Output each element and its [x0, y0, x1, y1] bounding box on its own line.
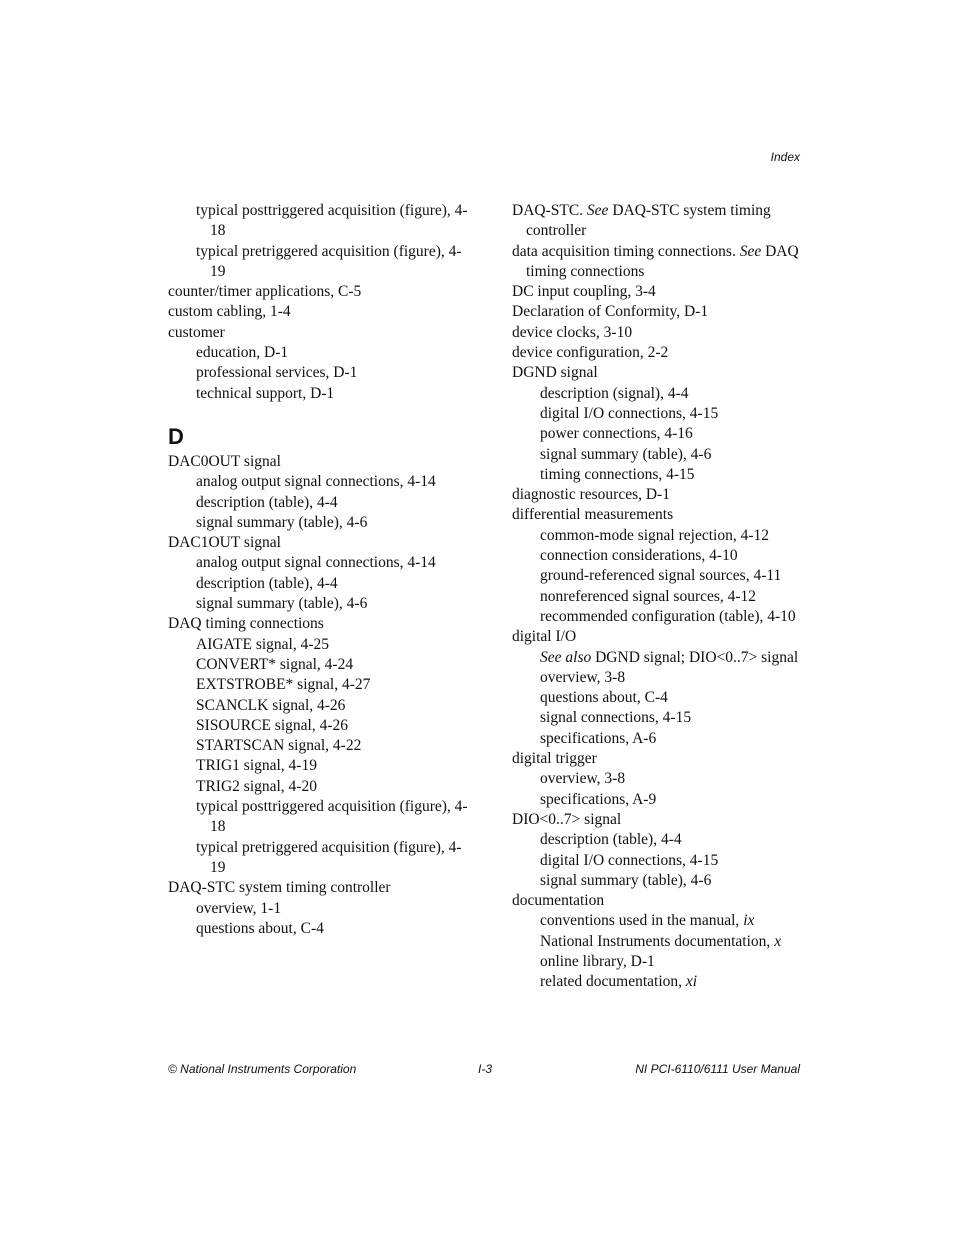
- index-subentry: online library, D-1: [540, 952, 655, 970]
- index-entry: digital trigger: [512, 750, 597, 768]
- index-subentry: power connections, 4-16: [540, 425, 693, 443]
- index-entry: DGND signal: [512, 364, 598, 382]
- index-subentry: specifications, A-6: [540, 729, 657, 747]
- page-number: I-3: [478, 1062, 493, 1076]
- entry-text: DAQ-STC system timing controller: [526, 202, 771, 240]
- index-subentry: signal summary (table), 4-6: [196, 513, 368, 531]
- index-subentry: typical pretriggered acquisition (figure), 4-19: [196, 242, 462, 280]
- running-header: Index: [770, 150, 800, 164]
- index-subentry: EXTSTROBE* signal, 4-27: [196, 676, 371, 694]
- index-entry: custom cabling, 1-4: [168, 303, 291, 321]
- index-subentry: analog output signal connections, 4-14: [196, 554, 436, 572]
- index-entry: DIO<0..7> signal: [512, 810, 622, 828]
- index-entry: customer: [168, 323, 225, 341]
- index-subentry: SISOURCE signal, 4-26: [196, 716, 348, 734]
- index-entry: Declaration of Conformity, D-1: [512, 303, 709, 321]
- index-subentry: common-mode signal rejection, 4-12: [540, 526, 769, 544]
- index-subentry: [512, 911, 812, 931]
- index-subentry: signal summary (table), 4-6: [196, 595, 368, 613]
- index-subentry: analog output signal connections, 4-14: [196, 473, 436, 491]
- footer-copyright: © National Instruments Corporation: [168, 1062, 357, 1076]
- index-subentry: [512, 932, 812, 952]
- index-subentry: typical posttriggered acquisition (figure), 4-18: [196, 202, 468, 240]
- index-subentry: description (signal), 4-4: [540, 384, 689, 402]
- index-entry: diagnostic resources, D-1: [512, 486, 670, 504]
- index-entry: [512, 201, 812, 242]
- index-subentry: signal summary (table), 4-6: [540, 871, 712, 889]
- index-subentry: STARTSCAN signal, 4-22: [196, 737, 362, 755]
- index-subentry: questions about, C-4: [540, 689, 668, 707]
- index-entry: counter/timer applications, C-5: [168, 283, 362, 301]
- entry-emphasis: xi: [685, 973, 698, 991]
- index-entry: device configuration, 2-2: [512, 344, 669, 362]
- entry-text: DGND signal; DIO<0..7> signal: [591, 648, 799, 666]
- index-letter-heading: D: [168, 423, 185, 449]
- index-entry: DAC0OUT signal: [168, 452, 281, 470]
- entry-text: DAQ timing connections: [526, 242, 799, 280]
- index-subentry: digital I/O connections, 4-15: [540, 851, 719, 869]
- index-entry: DAQ timing connections: [168, 615, 324, 633]
- index-entry: differential measurements: [512, 506, 674, 524]
- index-subentry: TRIG1 signal, 4-19: [196, 757, 317, 775]
- index-subentry: overview, 3-8: [540, 770, 626, 788]
- index-subentry: TRIG2 signal, 4-20: [196, 777, 317, 795]
- index-subentry: description (table), 4-4: [196, 574, 338, 592]
- entry-text: related documentation,: [540, 973, 686, 991]
- index-subentry: specifications, A-9: [540, 790, 657, 808]
- index-entry: DC input coupling, 3-4: [512, 283, 656, 301]
- entry-emphasis: See: [739, 242, 762, 260]
- index-subentry: typical pretriggered acquisition (figure), 4-19: [196, 838, 462, 876]
- entry-text: National Instruments documentation,: [540, 932, 775, 950]
- index-subentry: professional services, D-1: [196, 364, 358, 382]
- index-subentry: description (table), 4-4: [540, 831, 682, 849]
- index-column-left: [168, 201, 468, 939]
- manual-title: NI PCI-6110/6111 User Manual: [635, 1062, 800, 1076]
- index-entry: documentation: [512, 892, 605, 910]
- index-subentry: signal summary (table), 4-6: [540, 445, 712, 463]
- index-subentry: ground-referenced signal sources, 4-11: [540, 567, 782, 585]
- index-subentry: [512, 648, 812, 668]
- index-entry: digital I/O: [512, 628, 577, 646]
- index-entry: [512, 242, 812, 283]
- index-subentry: [512, 972, 812, 992]
- entry-emphasis: ix: [743, 912, 755, 930]
- entry-text: conventions used in the manual,: [540, 912, 744, 930]
- index-entry: DAQ-STC system timing controller: [168, 879, 391, 897]
- index-subentry: typical posttriggered acquisition (figure), 4-18: [196, 798, 468, 836]
- entry-text: DAQ-STC.: [512, 202, 587, 219]
- index-subentry: overview, 3-8: [540, 668, 626, 686]
- entry-emphasis: See: [586, 202, 609, 219]
- index-subentry: overview, 1-1: [196, 899, 282, 917]
- index-subentry: AIGATE signal, 4-25: [196, 635, 330, 653]
- index-subentry: connection considerations, 4-10: [540, 547, 738, 565]
- index-subentry: CONVERT* signal, 4-24: [196, 655, 354, 673]
- index-entry: device clocks, 3-10: [512, 323, 633, 341]
- index-subentry: education, D-1: [196, 344, 289, 362]
- index-subentry: SCANCLK signal, 4-26: [196, 696, 346, 714]
- index-subentry: timing connections, 4-15: [540, 465, 695, 483]
- index-column-right: [512, 201, 812, 993]
- entry-emphasis: x: [774, 932, 782, 950]
- index-entry: DAC1OUT signal: [168, 534, 281, 552]
- index-subentry: digital I/O connections, 4-15: [540, 404, 719, 422]
- index-subentry: description (table), 4-4: [196, 493, 338, 511]
- index-subentry: questions about, C-4: [196, 919, 324, 937]
- index-subentry: signal connections, 4-15: [540, 709, 692, 727]
- index-subentry: recommended configuration (table), 4-10: [540, 607, 796, 625]
- index-subentry: nonreferenced signal sources, 4-12: [540, 587, 757, 605]
- index-subentry: technical support, D-1: [196, 384, 335, 402]
- entry-text: data acquisition timing connections.: [512, 242, 740, 260]
- entry-emphasis: See also: [540, 648, 592, 666]
